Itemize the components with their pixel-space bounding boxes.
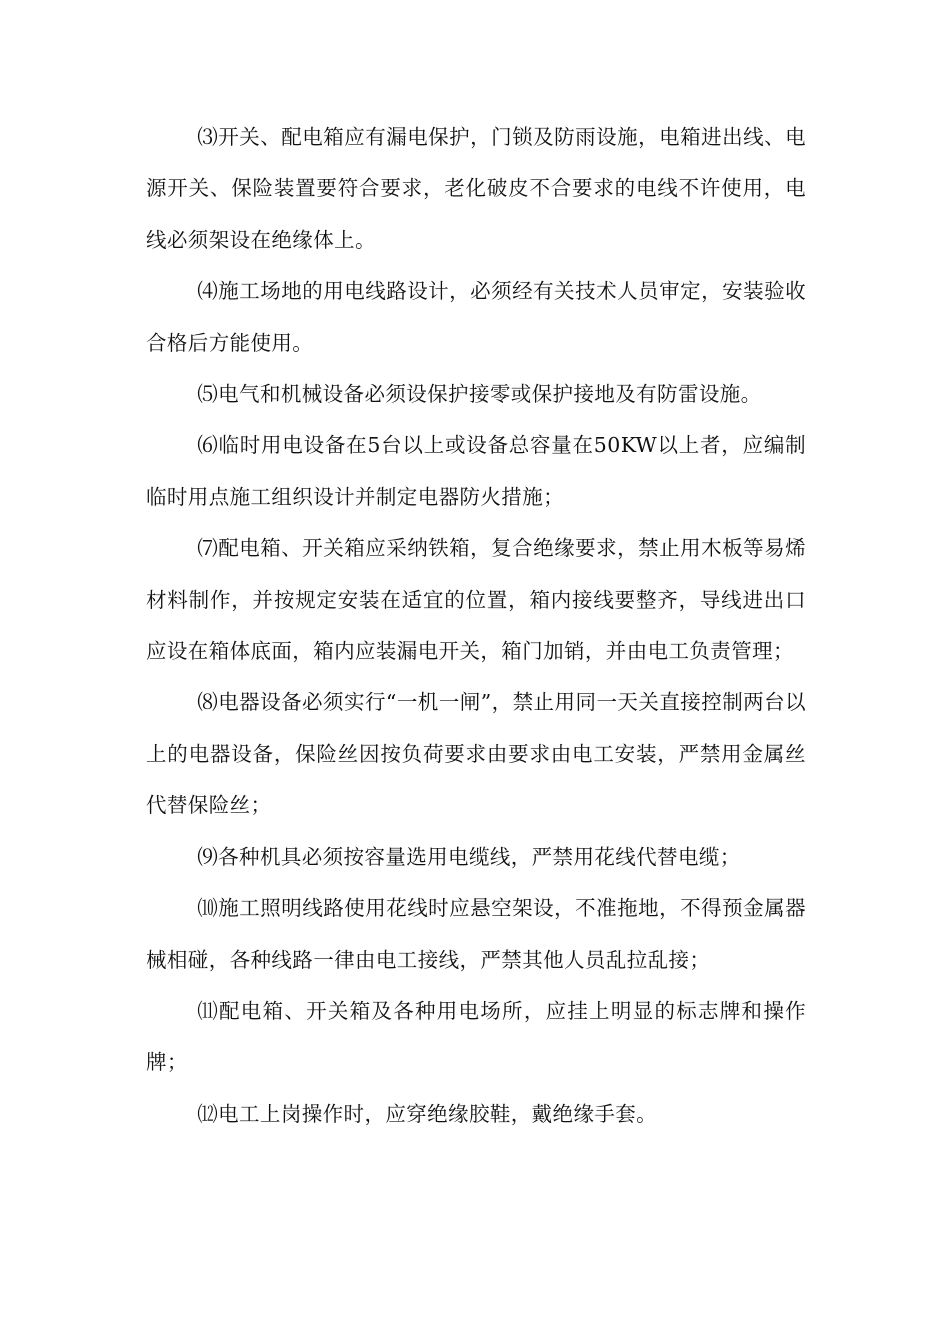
paragraph-4: ⑷施工场地的用电线路设计，必须经有关技术人员审定，安装验收合格后方能使用。: [146, 279, 806, 355]
paragraph-8: ⑻电器设备必须实行“一机一闸”，禁止用同一天关直接控制两台以上的电器设备，保险丝因按负荷要求由要求由电工安装，严禁用金属丝代替保险丝；: [146, 690, 806, 818]
paragraph-7: ⑺配电箱、开关箱应采纳铁箱，复合绝缘要求，禁止用木板等易烯材料制作，并按规定安装在适宜的位置，箱内接线要整齐，导线进出口应设在箱体底面，箱内应装漏电开关，箱门加销，并由电工负责管理；: [146, 536, 806, 664]
paragraph-3: ⑶开关、配电箱应有漏电保护，门锁及防雨设施，电箱进出线、电源开关、保险装置要符合要求，老化破皮不合要求的电线不许使用，电线必须架设在绝缘体上。: [146, 125, 806, 252]
paragraph-10: ⑽施工照明线路使用花线时应悬空架设，不准拖地，不得预金属器械相碰，各种线路一律由电工接线，严禁其他人员乱拉乱接；: [146, 896, 806, 972]
paragraph-6: ⑹临时用电设备在5台以上或设备总容量在50KW以上者，应编制临时用点施工组织设计并制定电器防火措施；: [146, 433, 806, 509]
paragraph-12: ⑿电工上岗操作时，应穿绝缘胶鞋，戴绝缘手套。: [197, 1101, 658, 1126]
document-body: [146, 112, 806, 1140]
paragraph-5: ⑸电气和机械设备必须设保护接零或保护接地及有防雷设施。: [197, 382, 762, 407]
paragraph-9: ⑼各种机具必须按容量选用电缆线，严禁用花线代替电缆；: [197, 844, 741, 869]
paragraph-11: ⑾配电箱、开关箱及各种用电场所，应挂上明显的标志牌和操作牌；: [146, 998, 806, 1075]
